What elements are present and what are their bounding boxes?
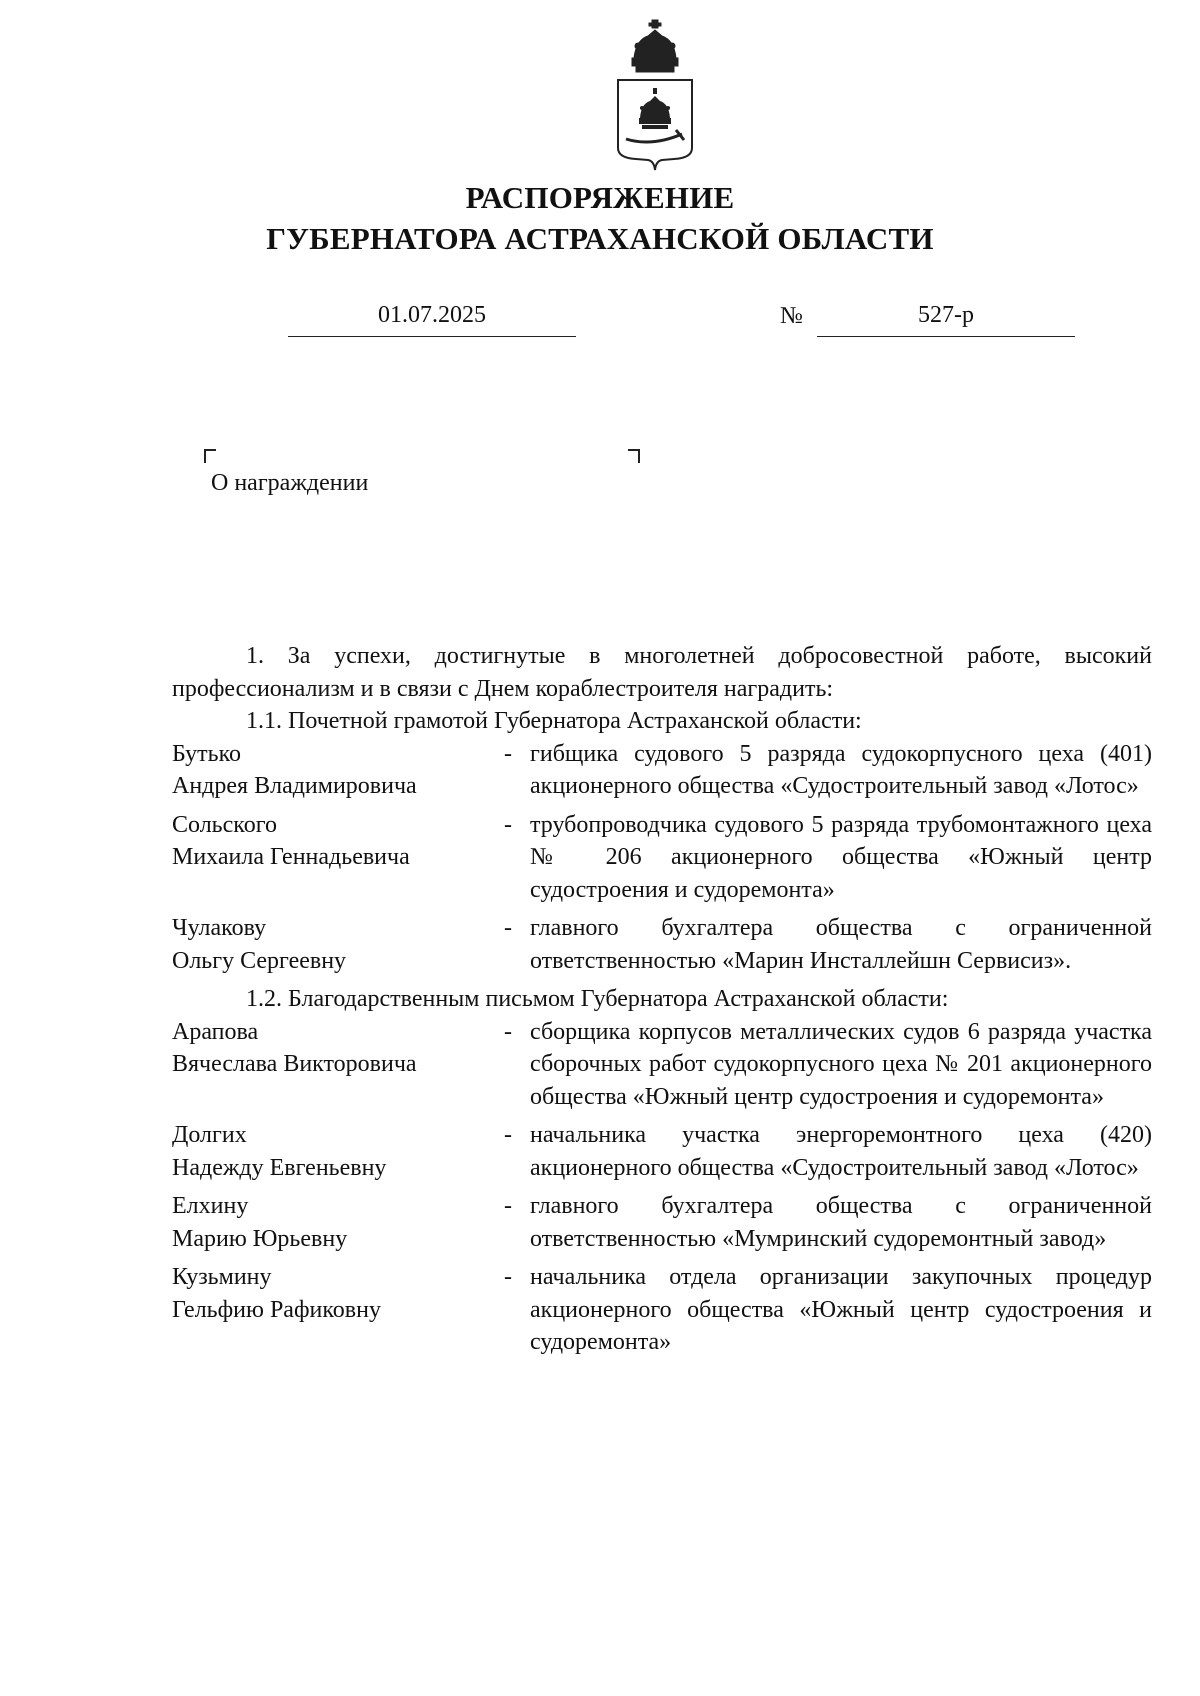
dash: - <box>504 811 512 838</box>
awardee-name <box>172 738 492 803</box>
awardee-position: главного бухгалтера общества с ограниченной ответственностью «Мумринский судоремонтный завод» <box>530 1193 1152 1252</box>
awardee-position: начальника отдела организации закупочных процедур акционерного общества «Южный центр судостроения и судоремонта» <box>530 1264 1152 1355</box>
award-row <box>172 912 1152 977</box>
document-date-field <box>288 300 576 337</box>
awardee-surname: Кузьмину <box>172 1264 272 1290</box>
award-row <box>172 809 1152 907</box>
awardee-position: трубопроводчика судового 5 разряда трубомонтажного цеха № 206 акционерного общества «Южный центр судостроения и судоремонта» <box>530 811 1152 903</box>
awardee-surname: Бутько <box>172 740 242 767</box>
awardee-name <box>172 809 492 907</box>
awardee-position: гибщика судового 5 разряда судокорпусного цеха (401) акционерного общества «Судостроительный завод «Лотос» <box>530 740 1152 799</box>
awardee-given-names: Андрея Владимировича <box>172 773 417 799</box>
awardee-name <box>172 912 492 977</box>
section-1-list <box>172 738 1152 978</box>
document-number-field <box>817 300 1075 337</box>
award-row <box>172 1190 1152 1255</box>
awardee-given-names: Вячеслава Викторовича <box>172 1051 417 1077</box>
paragraph-1: 1. За успехи, достигнутые в многолетней добросовестной работе, высокий профессионализм и в связи с Днем кораблестроителя наградить: <box>172 643 1152 702</box>
award-row <box>172 1119 1152 1184</box>
awardee-position: главного бухгалтера общества с ограниченной ответственностью «Марин Инсталлейшн Сервисиз». <box>530 915 1152 974</box>
award-row <box>172 1261 1152 1359</box>
subject-bracket-left <box>204 449 216 463</box>
dash: - <box>504 1264 512 1290</box>
awardee-surname: Елхину <box>172 1193 249 1219</box>
awardee-name <box>172 1190 492 1255</box>
awardee-surname: Долгих <box>172 1122 247 1148</box>
subject-bracket-right <box>628 449 640 463</box>
document-title-line2: ГУБЕРНАТОРА АСТРАХАНСКОЙ ОБЛАСТИ <box>266 221 934 256</box>
awardee-surname: Чулакову <box>172 915 267 941</box>
awardee-given-names: Михаила Геннадьевича <box>172 844 410 870</box>
awardee-surname: Сольского <box>172 811 277 838</box>
awardee-given-names: Ольгу Сергеевну <box>172 947 347 974</box>
awardee-given-names: Марию Юрьевну <box>172 1225 348 1252</box>
awardee-position: начальника участка энергоремонтного цеха (420) акционерного общества «Судостроительный завод «Лотос» <box>530 1122 1152 1181</box>
document-subject: О награждении <box>211 470 369 496</box>
dash: - <box>504 1193 512 1219</box>
award-row <box>172 1016 1152 1114</box>
document-title-line1: РАСПОРЯЖЕНИЕ <box>465 180 735 215</box>
awardee-name <box>172 1016 492 1114</box>
section-2-heading: 1.2. Благодарственным письмом Губернатора Астраханской области: <box>246 986 949 1012</box>
section-1-heading: 1.1. Почетной грамотой Губернатора Астраханской области: <box>246 708 862 734</box>
dash: - <box>504 915 512 941</box>
awardee-given-names: Гельфию Рафиковну <box>172 1296 381 1323</box>
document-body <box>172 640 1152 1365</box>
dash: - <box>504 1122 512 1148</box>
number-sign: № <box>780 303 803 329</box>
dash: - <box>504 1018 512 1045</box>
document-date: 01.07.2025 <box>378 302 486 328</box>
awardee-position: сборщика корпусов металлических судов 6 разряда участка сборочных работ судокорпусного цеха № 201 акционерного общества «Южный центр судостроения и судоремонта» <box>530 1018 1152 1110</box>
awardee-given-names: Надежду Евгеньевну <box>172 1154 387 1181</box>
section-2-list <box>172 1016 1152 1359</box>
awardee-surname: Арапова <box>172 1018 259 1045</box>
awardee-name <box>172 1119 492 1184</box>
dash: - <box>504 740 512 767</box>
awardee-name <box>172 1261 492 1359</box>
award-row <box>172 738 1152 803</box>
document-number: 527-р <box>918 302 974 328</box>
astrakhan-coat-of-arms-icon <box>612 18 698 173</box>
